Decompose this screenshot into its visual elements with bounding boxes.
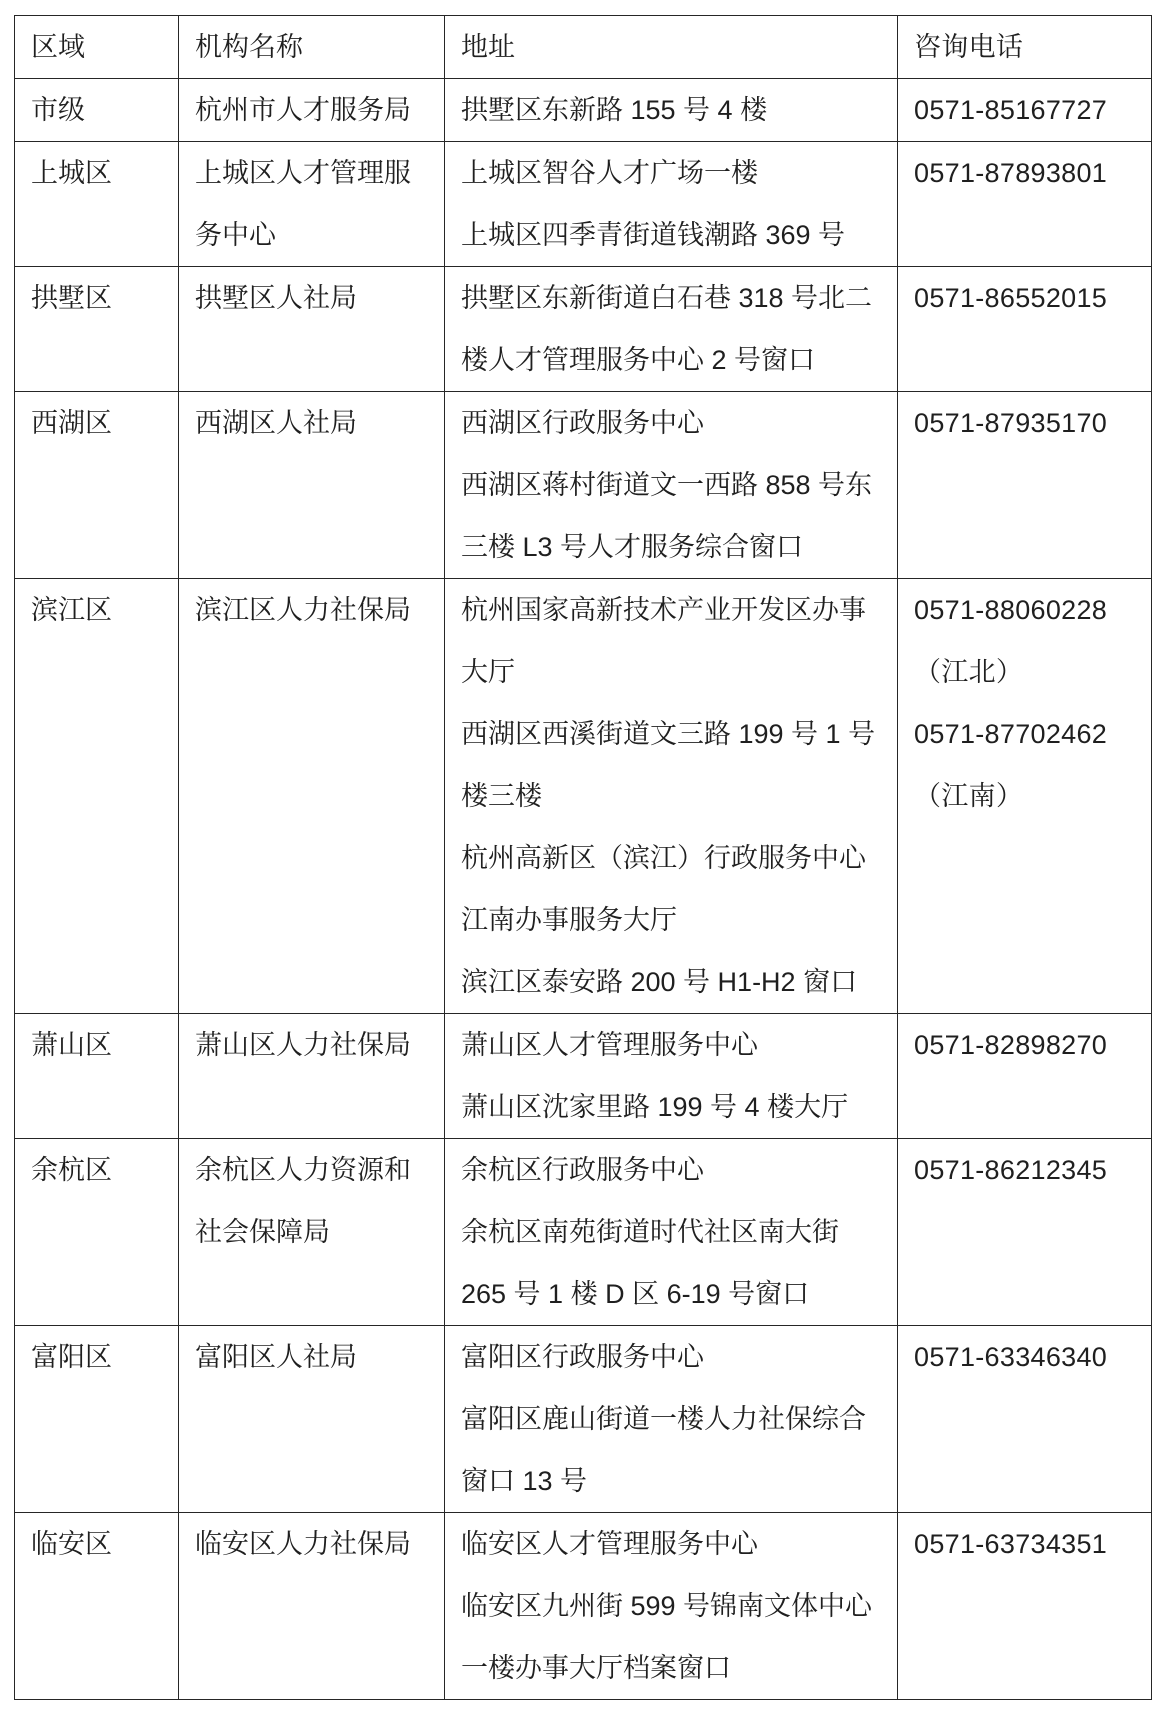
institution-line: 杭州市人才服务局 xyxy=(195,95,411,125)
phone-line: 0571-87893801 xyxy=(914,158,1108,188)
address-line: 富阳区鹿山街道一楼人力社保综合 xyxy=(461,1404,866,1434)
address-cell xyxy=(445,267,898,392)
table-row xyxy=(15,267,1152,392)
address-line: 拱墅区东新街道白石巷 318 号北二 xyxy=(461,283,873,313)
phone-cell xyxy=(898,79,1152,142)
phone-note: （江南） xyxy=(914,781,1024,811)
phone-line: 0571-86552015 xyxy=(914,283,1108,313)
address-cell xyxy=(445,392,898,579)
address-line: 楼三楼 xyxy=(461,781,542,811)
document-sheet xyxy=(14,15,1152,1700)
region-cell xyxy=(15,1326,179,1513)
phone-cell xyxy=(898,267,1152,392)
institution-line: 务中心 xyxy=(195,220,276,250)
address-line: 临安区人才管理服务中心 xyxy=(461,1529,758,1559)
phone-line: 0571-87702462 xyxy=(914,719,1108,749)
region-name: 市级 xyxy=(31,95,85,125)
institution-line: 拱墅区人社局 xyxy=(195,283,357,313)
table-row xyxy=(15,1139,1152,1326)
phone-cell xyxy=(898,1326,1152,1513)
table-row xyxy=(15,392,1152,579)
header-region: 区域 xyxy=(31,32,85,62)
phone-line: 0571-85167727 xyxy=(914,95,1108,125)
address-line: 杭州高新区（滨江）行政服务中心 xyxy=(461,843,866,873)
address-line: 余杭区南苑街道时代社区南大街 xyxy=(461,1217,839,1247)
phone-line: 0571-63346340 xyxy=(914,1342,1108,1372)
contact-table xyxy=(14,15,1152,1700)
institution-cell xyxy=(179,579,445,1014)
region-name: 临安区 xyxy=(31,1529,112,1559)
phone-cell xyxy=(898,392,1152,579)
institution-line: 上城区人才管理服 xyxy=(195,158,411,188)
institution-cell xyxy=(179,1139,445,1326)
region-cell xyxy=(15,579,179,1014)
table-row xyxy=(15,579,1152,1014)
institution-line: 西湖区人社局 xyxy=(195,408,357,438)
address-cell xyxy=(445,1326,898,1513)
address-line: 余杭区行政服务中心 xyxy=(461,1155,704,1185)
address-cell xyxy=(445,1513,898,1700)
institution-line: 社会保障局 xyxy=(195,1217,330,1247)
address-line: 杭州国家高新技术产业开发区办事 xyxy=(461,595,866,625)
address-line: 萧山区人才管理服务中心 xyxy=(461,1030,758,1060)
header-phone-cell xyxy=(898,16,1152,79)
address-line: 滨江区泰安路 200 号 H1-H2 窗口 xyxy=(461,967,858,997)
region-cell xyxy=(15,1014,179,1139)
header-institution-cell xyxy=(179,16,445,79)
header-institution: 机构名称 xyxy=(195,32,303,62)
institution-cell xyxy=(179,1014,445,1139)
institution-line: 临安区人力社保局 xyxy=(195,1529,411,1559)
region-cell xyxy=(15,79,179,142)
address-cell xyxy=(445,1139,898,1326)
table-row xyxy=(15,1326,1152,1513)
address-line: 265 号 1 楼 D 区 6-19 号窗口 xyxy=(461,1279,810,1309)
region-name: 滨江区 xyxy=(31,595,112,625)
region-name: 萧山区 xyxy=(31,1030,112,1060)
phone-cell xyxy=(898,142,1152,267)
phone-note: （江北） xyxy=(914,657,1024,687)
address-line: 上城区智谷人才广场一楼 xyxy=(461,158,758,188)
region-cell xyxy=(15,142,179,267)
institution-cell xyxy=(179,79,445,142)
table-row xyxy=(15,1014,1152,1139)
phone-line: 0571-87935170 xyxy=(914,408,1108,438)
address-cell xyxy=(445,79,898,142)
region-name: 余杭区 xyxy=(31,1155,112,1185)
phone-cell xyxy=(898,1014,1152,1139)
table-header-row xyxy=(15,16,1152,79)
header-address-cell xyxy=(445,16,898,79)
address-line: 大厅 xyxy=(461,657,515,687)
header-address: 地址 xyxy=(461,32,515,62)
phone-cell xyxy=(898,1139,1152,1326)
address-line: 西湖区行政服务中心 xyxy=(461,408,704,438)
institution-line: 滨江区人力社保局 xyxy=(195,595,411,625)
region-name: 拱墅区 xyxy=(31,283,112,313)
phone-line: 0571-63734351 xyxy=(914,1529,1108,1559)
address-line: 江南办事服务大厅 xyxy=(461,905,677,935)
address-cell xyxy=(445,1014,898,1139)
institution-cell xyxy=(179,1326,445,1513)
region-cell xyxy=(15,1513,179,1700)
institution-cell xyxy=(179,392,445,579)
address-line: 三楼 L3 号人才服务综合窗口 xyxy=(461,532,804,562)
phone-cell xyxy=(898,579,1152,1014)
header-phone: 咨询电话 xyxy=(914,32,1024,62)
address-line: 临安区九州街 599 号锦南文体中心 xyxy=(461,1591,873,1621)
institution-line: 富阳区人社局 xyxy=(195,1342,357,1372)
address-cell xyxy=(445,142,898,267)
phone-line: 0571-82898270 xyxy=(914,1030,1108,1060)
institution-line: 余杭区人力资源和 xyxy=(195,1155,411,1185)
region-cell xyxy=(15,267,179,392)
region-name: 富阳区 xyxy=(31,1342,112,1372)
address-line: 西湖区蒋村街道文一西路 858 号东 xyxy=(461,470,873,500)
institution-cell xyxy=(179,142,445,267)
table-row xyxy=(15,79,1152,142)
phone-line: 0571-86212345 xyxy=(914,1155,1108,1185)
region-cell xyxy=(15,392,179,579)
address-line: 西湖区西溪街道文三路 199 号 1 号 xyxy=(461,719,876,749)
phone-line: 0571-88060228 xyxy=(914,595,1108,625)
header-region-cell xyxy=(15,16,179,79)
address-line: 萧山区沈家里路 199 号 4 楼大厅 xyxy=(461,1092,849,1122)
table-row xyxy=(15,1513,1152,1700)
address-line: 富阳区行政服务中心 xyxy=(461,1342,704,1372)
institution-cell xyxy=(179,267,445,392)
institution-line: 萧山区人力社保局 xyxy=(195,1030,411,1060)
address-line: 窗口 13 号 xyxy=(461,1466,588,1496)
institution-cell xyxy=(179,1513,445,1700)
address-line: 一楼办事大厅档案窗口 xyxy=(461,1653,731,1683)
region-cell xyxy=(15,1139,179,1326)
region-name: 上城区 xyxy=(31,158,112,188)
table-row xyxy=(15,142,1152,267)
address-line: 拱墅区东新路 155 号 4 楼 xyxy=(461,95,768,125)
address-line: 上城区四季青街道钱潮路 369 号 xyxy=(461,220,846,250)
address-cell xyxy=(445,579,898,1014)
region-name: 西湖区 xyxy=(31,408,112,438)
address-line: 楼人才管理服务中心 2 号窗口 xyxy=(461,345,816,375)
phone-cell xyxy=(898,1513,1152,1700)
